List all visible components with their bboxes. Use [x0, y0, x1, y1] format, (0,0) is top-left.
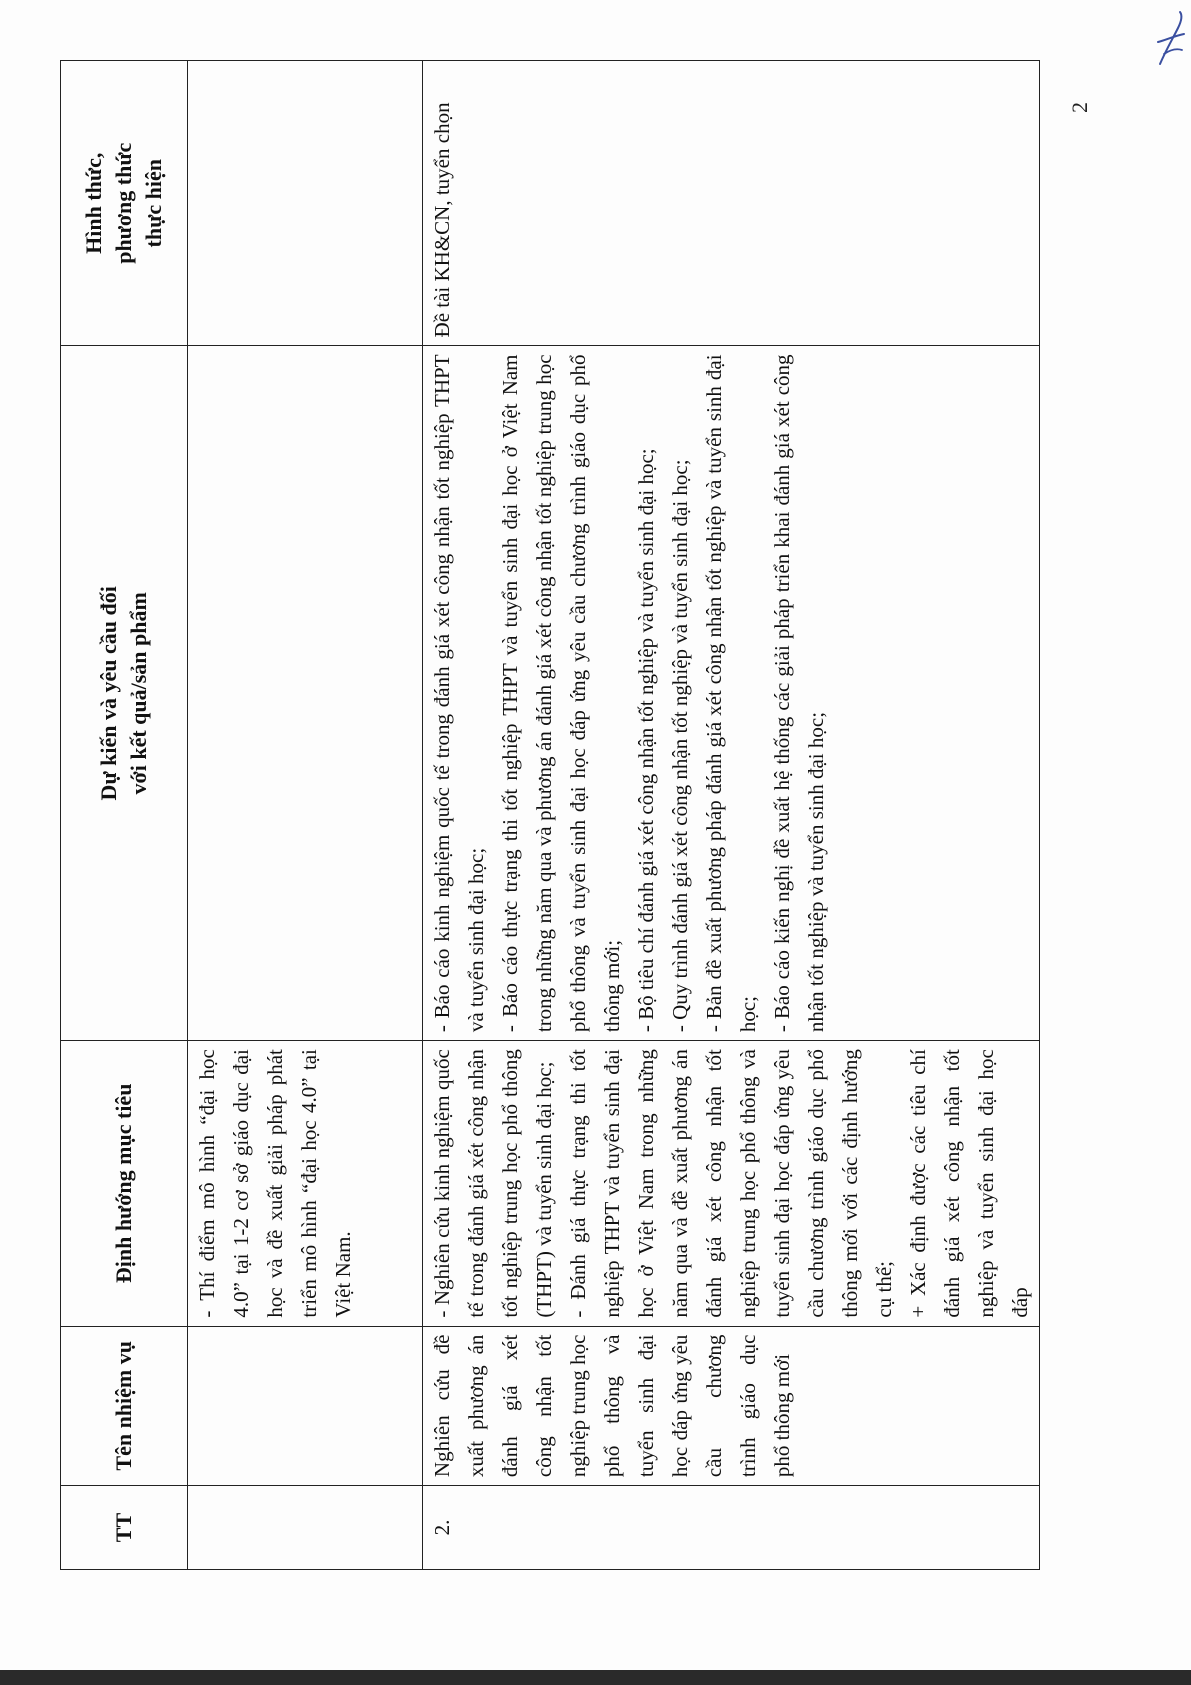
cell-goal — [188, 1041, 423, 1326]
header-result-line2: với kết quả/sản phẩm — [126, 592, 151, 795]
table-row — [188, 61, 423, 1570]
handwritten-signature — [1150, 6, 1190, 76]
cell-goal — [423, 1041, 1040, 1326]
header-tt: TT — [61, 1486, 188, 1570]
cell-form — [188, 61, 423, 346]
goal-paragraph: - Thí điểm mô hình “đại học 4.0” tại 1-2 cơ sở giáo dục đại học và đề xuất giải pháp phát triển mô hình “đại học 4.0” tại Việt Nam. — [195, 1049, 355, 1318]
header-form-line2: phương thức — [111, 142, 136, 264]
cell-task-name: Nghiên cứu đề xuất phương án đánh giá xét công nhận tốt nghiệp trung học phổ thông và tuyển sinh đại học đáp ứng yêu cầu chương trình giáo dục phổ thông mới — [423, 1326, 1040, 1486]
header-result — [61, 346, 188, 1041]
header-form-line1: Hình thức, — [81, 152, 106, 254]
scan-border — [0, 1670, 1191, 1685]
result-paragraph: - Quy trình đánh giá xét công nhận tốt nghiệp và tuyển sinh đại học; — [668, 459, 692, 1033]
page-number: 2 — [1067, 102, 1092, 113]
header-task-name: Tên nhiệm vụ — [61, 1326, 188, 1486]
cell-result — [188, 346, 423, 1041]
result-paragraph: - Báo cáo kinh nghiệm quốc tế trong đánh giá xét công nhận tốt nghiệp THPT và tuyển sinh đại học; — [430, 354, 488, 1033]
result-paragraph: - Báo cáo kiến nghị đề xuất hệ thống các giải pháp triển khai đánh giá xét công nhận tốt nghiệp và tuyển sinh đại học; — [770, 354, 828, 1033]
cell-tt: 2. — [423, 1486, 1040, 1570]
result-paragraph: - Báo cáo thực trạng thi tốt nghiệp THPT và tuyển sinh đại học ở Việt Nam trong những năm qua và phương án đánh giá xét công nhận tốt nghiệp trung học phổ thông và tuyển sinh đại học đáp ứng yêu cầu chương trình giáo dục phổ thông mới; — [498, 354, 624, 1033]
header-form — [61, 61, 188, 346]
cell-form: Đề tài KH&CN, tuyển chọn — [423, 61, 1040, 346]
table-row — [423, 61, 1040, 1570]
table-header-row — [61, 61, 188, 1570]
header-goal: Định hướng mục tiêu — [61, 1041, 188, 1326]
cell-tt — [188, 1486, 423, 1570]
rotated-content — [60, 60, 1090, 1570]
result-paragraph: - Bản đề xuất phương pháp đánh giá xét công nhận tốt nghiệp và tuyển sinh đại học; — [702, 354, 760, 1033]
goal-paragraph: + Xác định được các tiêu chí đánh giá xét công nhận tốt nghiệp và tuyển sinh đại học đáp — [906, 1049, 1032, 1318]
goal-paragraph: - Đánh giá thực trạng thi tốt nghiệp THPT và tuyển sinh đại học ở Việt Nam trong những năm qua và đề xuất phương án đánh giá xét công nhận tốt nghiệp trung học phổ thông và tuyển sinh đại học đáp ứng yêu cầu chương trình giáo dục phổ thông mới với các định hướng cụ thể; — [566, 1049, 896, 1318]
task-table — [60, 60, 1040, 1570]
goal-paragraph: - Nghiên cứu kinh nghiệm quốc tế trong đánh giá xét công nhận tốt nghiệp trung học phổ thông (THPT) và tuyển sinh đại học; — [430, 1049, 556, 1318]
cell-result — [423, 346, 1040, 1041]
cell-task-name — [188, 1326, 423, 1486]
header-form-line3: thực hiện — [141, 159, 166, 248]
header-result-line1: Dự kiến và yêu cầu đối — [96, 586, 121, 801]
result-paragraph: - Bộ tiêu chí đánh giá xét công nhận tốt nghiệp và tuyển sinh đại học; — [634, 448, 658, 1033]
